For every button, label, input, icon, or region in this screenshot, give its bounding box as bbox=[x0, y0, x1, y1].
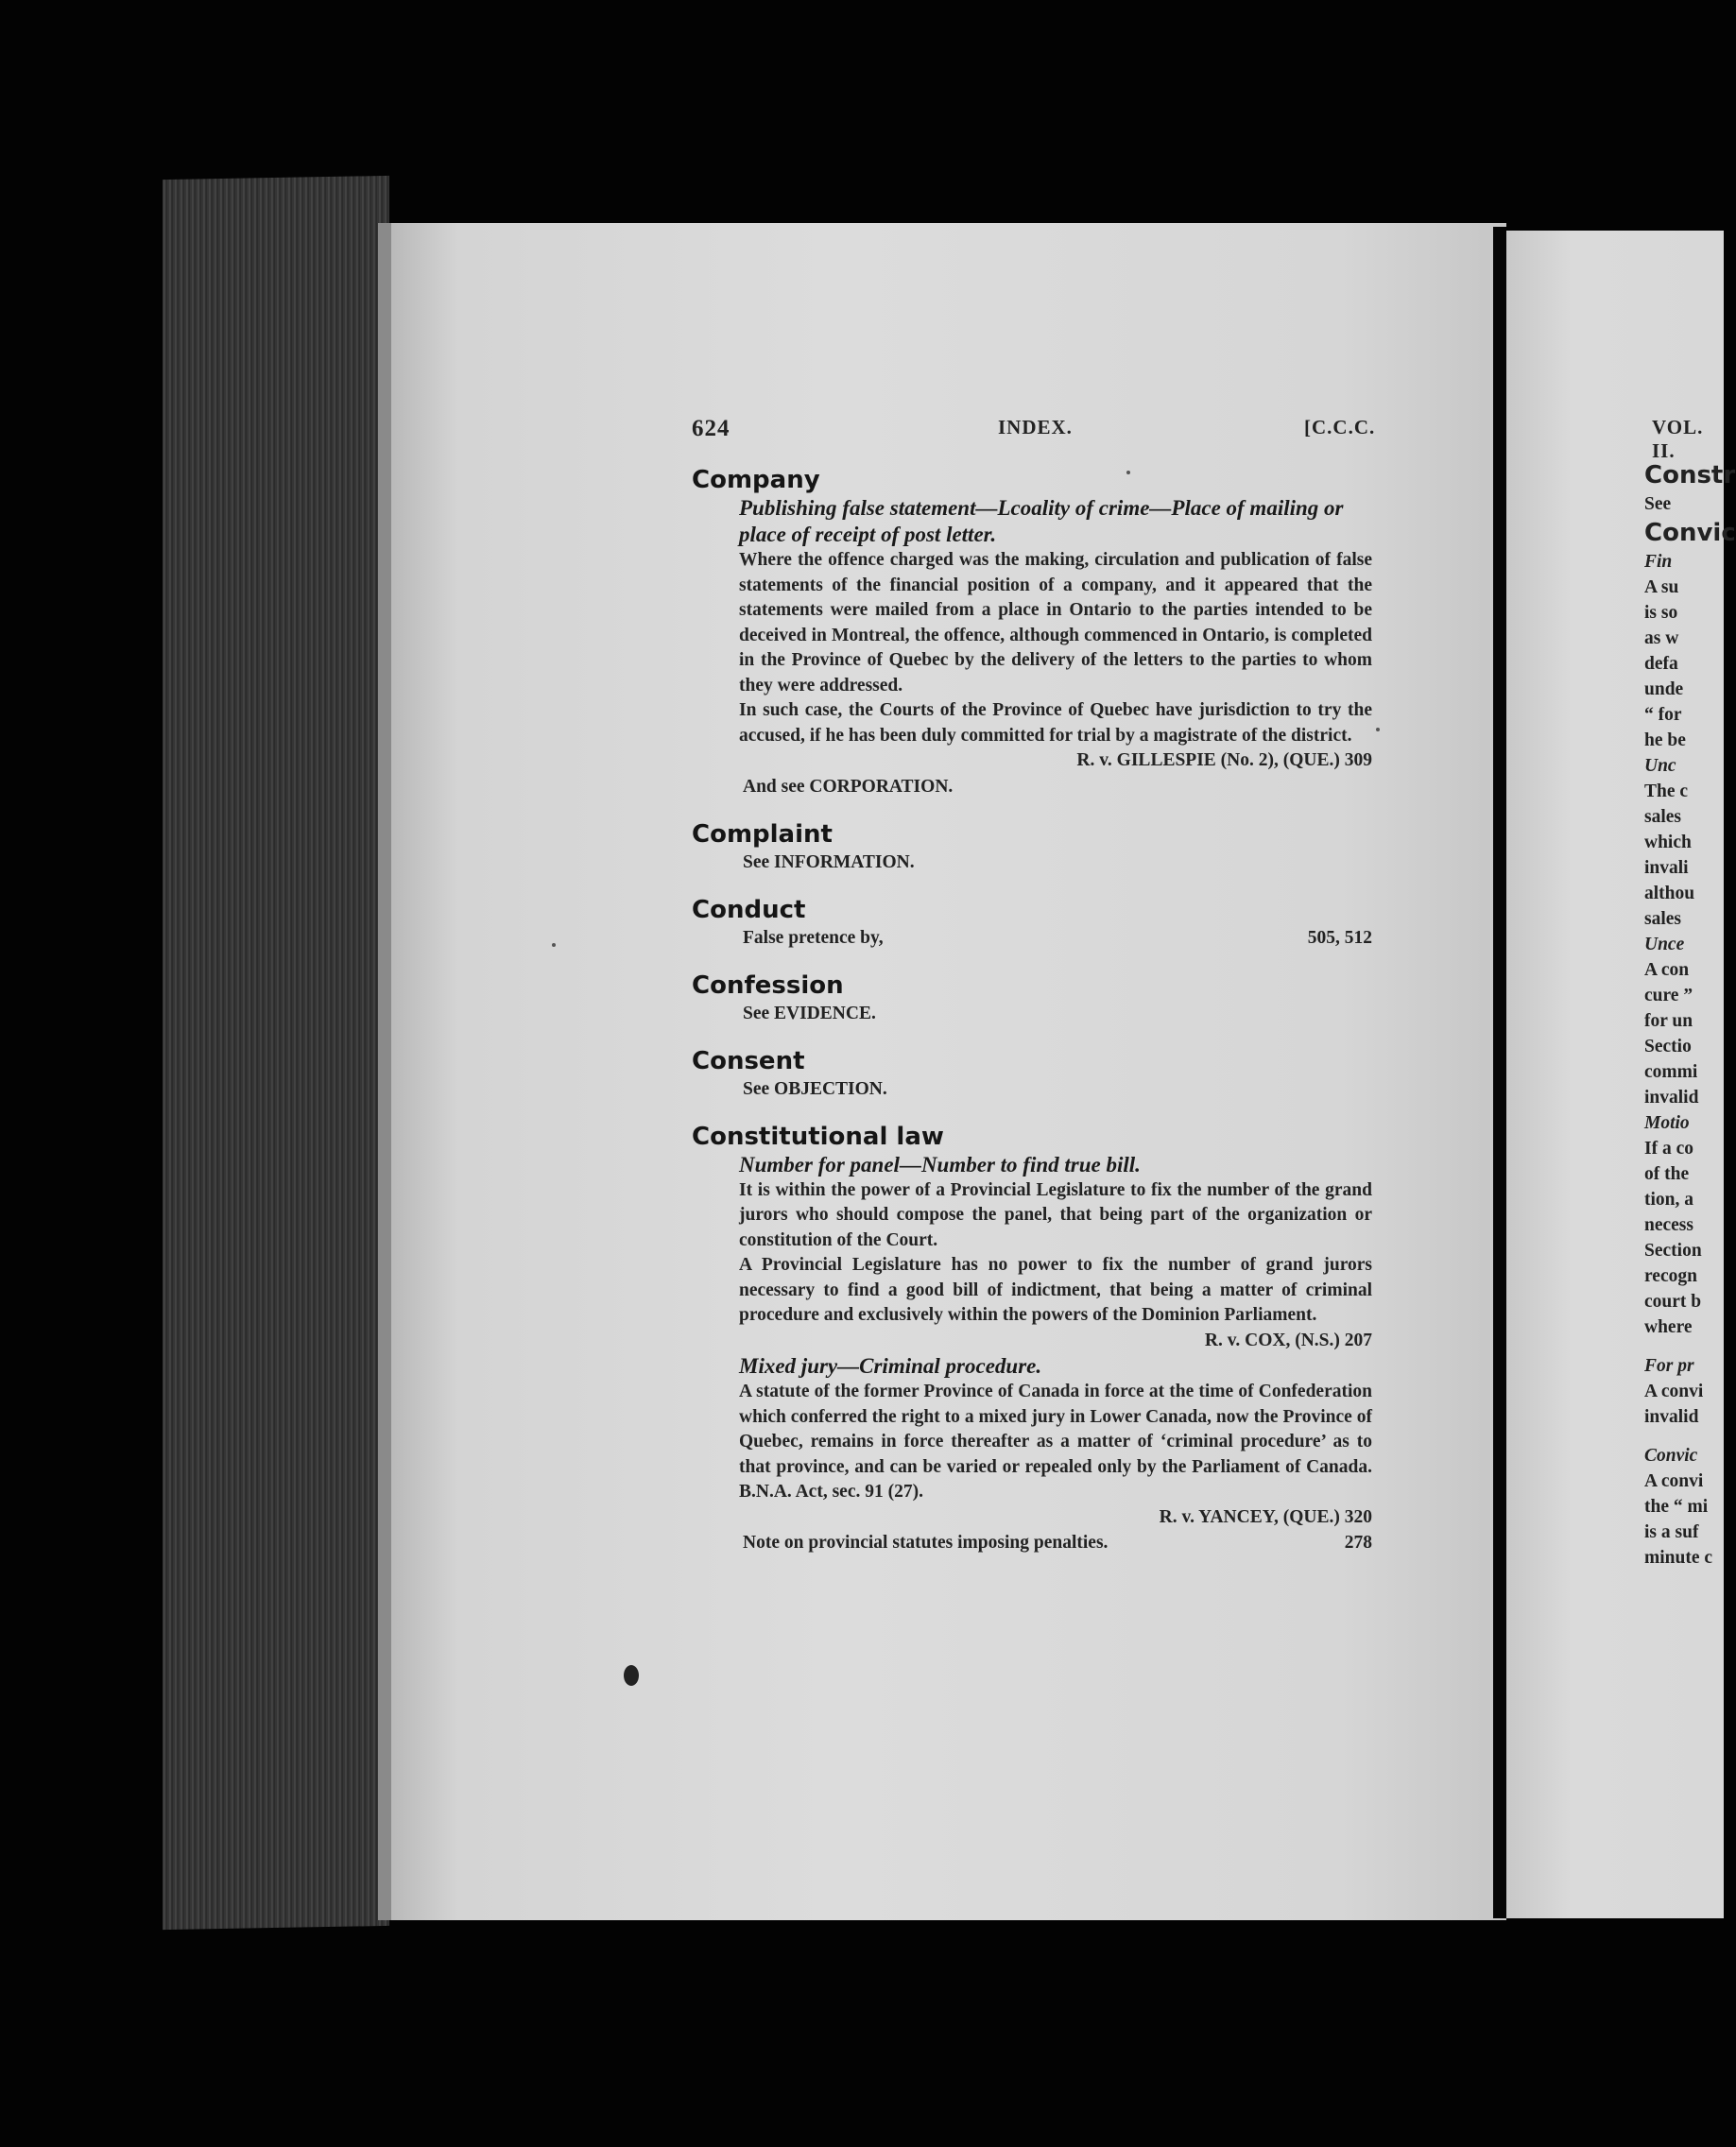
right-page-fragment: invalid bbox=[1644, 1407, 1699, 1427]
speck bbox=[552, 943, 556, 947]
right-page-fragment: commi bbox=[1644, 1062, 1698, 1082]
entry-heading: Complaint bbox=[692, 819, 833, 849]
right-page-fragment: If a co bbox=[1644, 1139, 1693, 1159]
book-page-edges bbox=[163, 176, 389, 1930]
entry-paragraph: Where the offence charged was the making, circulation and publication of false statements of the financial position of a company, and it appeared that the statements were mailed from a place in Ontario to the parties intended to be deceived in Montreal, the offence, although commenced in Ontario, is completed in the Province of Quebec by the delivery of the letters to the parties to whom they were addressed. bbox=[739, 550, 1372, 696]
right-page-fragment: See bbox=[1644, 494, 1672, 514]
see-reference-target: CORPORATION. bbox=[809, 776, 954, 797]
right-page-fragment: he be bbox=[1644, 730, 1686, 750]
see-reference-target: INFORMATION. bbox=[774, 851, 915, 872]
right-page-fragments bbox=[1644, 459, 1736, 1571]
right-page-fragment: Convic bbox=[1644, 1446, 1698, 1466]
see-reference: See OBJECTION. bbox=[743, 1078, 887, 1099]
case-citation: R. v. GILLESPIE (No. 2), (QUE.) 309 bbox=[1076, 750, 1372, 770]
entry-subheading: Mixed jury—Criminal procedure. bbox=[739, 1354, 1042, 1378]
speck bbox=[1376, 728, 1380, 731]
entry-paragraph: It is within the power of a Provincial Legislature to fix the number of the grand jurors who should compose the panel, that being part of the organization or constitution of the Court. bbox=[739, 1179, 1372, 1250]
right-page-fragment: invalid bbox=[1644, 1088, 1699, 1108]
right-page-fragment: Unce bbox=[1644, 935, 1685, 954]
right-page-fragment: sales bbox=[1644, 807, 1681, 827]
right-page-fragment: defa bbox=[1644, 654, 1678, 674]
right-page-fragment: “ for bbox=[1644, 705, 1682, 725]
case-citation: R. v. COX, (N.S.) 207 bbox=[1204, 1330, 1372, 1350]
right-page-fragment: For pr bbox=[1644, 1356, 1694, 1376]
ink-blot bbox=[624, 1665, 639, 1686]
page-number: 624 bbox=[692, 416, 730, 441]
entry-heading: Conduct bbox=[692, 895, 806, 924]
see-reference-target: OBJECTION. bbox=[774, 1078, 887, 1099]
right-page-fragment: Unc bbox=[1644, 756, 1676, 776]
entry-paragraph: A statute of the former Province of Canada in force at the time of Confederation which conferred the right to a mixed jury in Lower Canada, now the Province of Quebec, remains in force thereafter as a matter of ‘criminal procedure’ as to that province, and can be varied or repealed only by the Parliament of Canada. B.N.A. Act, sec. 91 (27). bbox=[739, 1382, 1372, 1502]
entry-subheading: Publishing false statement—Lcoality of crime—Place of mailing or place of receipt of post letter. bbox=[739, 496, 1344, 546]
right-page-fragment: Constr bbox=[1644, 461, 1736, 490]
right-page-fragment: A con bbox=[1644, 960, 1690, 980]
running-title: INDEX. bbox=[998, 416, 1073, 438]
right-page-fragment: The c bbox=[1644, 782, 1689, 801]
entry-note bbox=[743, 1530, 1372, 1556]
see-reference: See INFORMATION. bbox=[743, 851, 915, 872]
entry-pages: 505, 512 bbox=[1307, 927, 1372, 948]
right-page-fragment: minute c bbox=[1644, 1548, 1713, 1568]
index-entry-constitutional-law bbox=[692, 1122, 1372, 1557]
right-page-fragment: Convic bbox=[1644, 519, 1736, 547]
note-text: Note on provincial statutes imposing penalties. bbox=[743, 1533, 1109, 1553]
right-page-fragment: Fin bbox=[1644, 552, 1673, 572]
index-entry-conduct bbox=[692, 895, 1372, 952]
book-gutter bbox=[1493, 227, 1506, 1918]
entry-paragraph: In such case, the Courts of the Province of Quebec have jurisdiction to try the accused, if he has been duly committed for trial by a magistrate of the district. bbox=[739, 700, 1372, 746]
index-entry-complaint bbox=[692, 819, 1372, 876]
speck bbox=[1126, 471, 1130, 474]
see-reference-target: EVIDENCE. bbox=[774, 1003, 876, 1023]
right-page-fragment: Section bbox=[1644, 1241, 1702, 1261]
case-citation: R. v. YANCEY, (QUE.) 320 bbox=[1159, 1506, 1372, 1527]
right-page-fragment: sales bbox=[1644, 909, 1681, 929]
right-page-fragment: A convi bbox=[1644, 1382, 1704, 1401]
right-page-fragment: where bbox=[1644, 1317, 1693, 1337]
right-page-fragment: althou bbox=[1644, 884, 1695, 903]
right-page-fragment: of the bbox=[1644, 1164, 1690, 1184]
right-page-fragment: invali bbox=[1644, 858, 1689, 878]
right-page-fragment: tion, a bbox=[1644, 1190, 1694, 1210]
right-running-title: VOL. II. bbox=[1652, 416, 1704, 462]
right-page-fragment: unde bbox=[1644, 679, 1684, 699]
right-page-fragment: the “ mi bbox=[1644, 1497, 1709, 1517]
entry-line bbox=[743, 925, 1372, 952]
entry-heading: Confession bbox=[692, 970, 844, 1000]
right-page-fragment: cure ” bbox=[1644, 986, 1693, 1005]
right-page-fragment: A su bbox=[1644, 577, 1679, 597]
index-entries bbox=[692, 459, 1372, 1556]
entry-text: False pretence by, bbox=[743, 927, 884, 948]
entry-heading: Constitutional law bbox=[692, 1122, 944, 1151]
index-entry-company bbox=[692, 465, 1372, 800]
right-page-fragment: necess bbox=[1644, 1215, 1693, 1235]
see-reference: And see CORPORATION. bbox=[743, 776, 954, 797]
entry-heading: Company bbox=[692, 466, 820, 494]
right-page-fragment: Sectio bbox=[1644, 1037, 1692, 1056]
entry-heading: Consent bbox=[692, 1046, 805, 1075]
right-page-fragment: for un bbox=[1644, 1011, 1693, 1031]
see-reference: See EVIDENCE. bbox=[743, 1003, 876, 1023]
right-page-fragment: court b bbox=[1644, 1292, 1702, 1312]
note-page: 278 bbox=[1344, 1533, 1372, 1553]
right-page-fragment: as w bbox=[1644, 628, 1679, 648]
right-page-fragment: is so bbox=[1644, 603, 1678, 623]
index-entry-confession bbox=[692, 970, 1372, 1027]
right-page-fragment: recogn bbox=[1644, 1266, 1697, 1286]
right-page-fragment: which bbox=[1644, 833, 1692, 852]
right-page-fragment: is a suf bbox=[1644, 1522, 1699, 1542]
index-entry-consent bbox=[692, 1046, 1372, 1103]
volume-reference: [C.C.C. bbox=[1304, 416, 1376, 438]
right-page-fragment: A convi bbox=[1644, 1471, 1704, 1491]
right-page-fragment: Motio bbox=[1644, 1113, 1690, 1133]
entry-paragraph: A Provincial Legislature has no power to fix the number of grand jurors necessary to find a good bill of indictment, that being a matter of criminal procedure and exclusively within the powers of the Dominion Parliament. bbox=[739, 1255, 1372, 1325]
entry-subheading: Number for panel—Number to find true bill. bbox=[739, 1152, 1141, 1177]
